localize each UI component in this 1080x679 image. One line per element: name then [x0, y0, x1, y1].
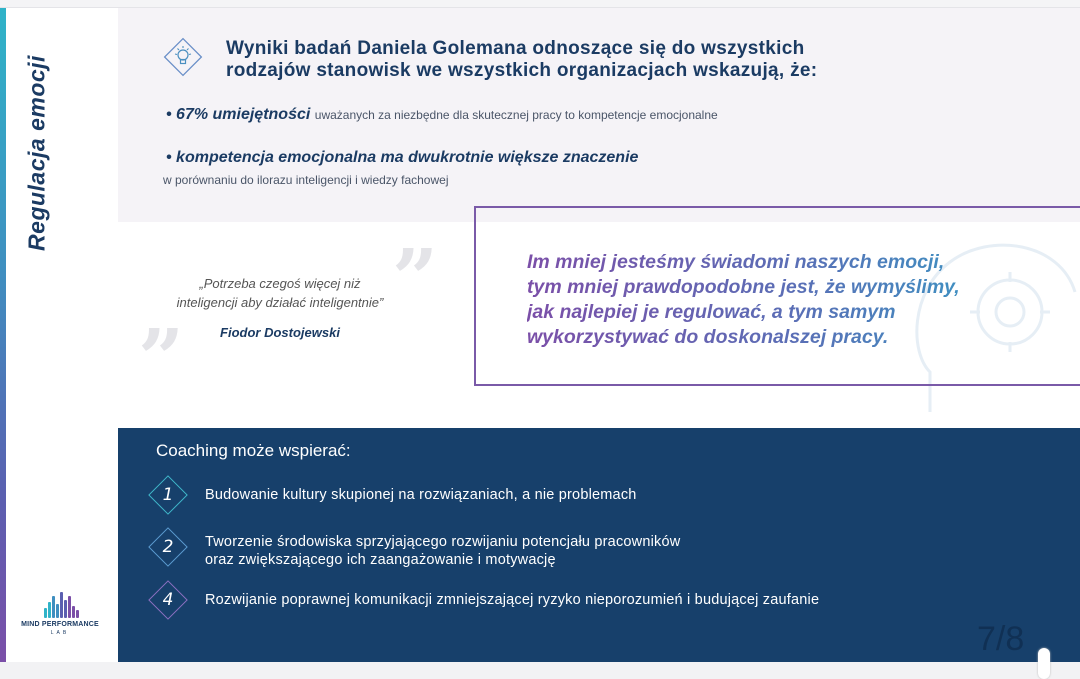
findings-heading-line1: Wyniki badań Daniela Golemana odnoszące się do wszystkich	[226, 38, 805, 59]
quote-open-mark-icon: ”	[392, 231, 439, 325]
coaching-item-number: 4	[162, 590, 174, 610]
callout-line4: wykorzystywać do doskonalszej pracy.	[527, 326, 889, 348]
quote-line2: inteligencji aby działać inteligentnie”	[176, 295, 384, 310]
dostojewski-quote	[130, 274, 430, 312]
coaching-item-number: 2	[162, 537, 174, 557]
soundwave-logo-icon	[44, 592, 78, 618]
coaching-item-line1: Rozwijanie poprawnej komunikacji zmniejszającej ryzyko nieporozumień i budującej zaufanie	[205, 592, 820, 608]
coaching-title: Coaching może wspierać:	[156, 441, 351, 460]
sidebar-accent-stripe	[0, 8, 6, 662]
callout-text	[527, 250, 1067, 350]
finding-1-strong: 67% umiejętności	[176, 106, 311, 123]
coaching-item-2	[150, 529, 1050, 569]
coaching-item-text	[205, 486, 637, 504]
quote-line1: „Potrzeba czegoś więcej niż	[199, 276, 361, 291]
bottom-bar	[0, 662, 1080, 679]
brand-logo	[14, 588, 106, 638]
coaching-item-line1: Budowanie kultury skupionej na rozwiązaniach, a nie problemach	[205, 487, 637, 503]
coaching-item-3	[150, 582, 1050, 622]
coaching-item-text	[205, 591, 819, 609]
quote-author: Fiodor Dostojewski	[220, 325, 340, 340]
scroll-handle[interactable]	[1038, 648, 1050, 679]
callout-line2: tym mniej prawdopodobne jest, że wymyślimy,	[527, 276, 960, 298]
coaching-item-1	[150, 477, 1050, 517]
finding-bullet-1: • 67% umiejętności uważanych za niezbędne dla skutecznej pracy to kompetencje emocjonalne	[166, 106, 718, 123]
logo-name: MIND PERFORMANCE	[21, 621, 99, 628]
callout-line1: Im mniej jesteśmy świadomi naszych emocji,	[527, 251, 945, 273]
coaching-item-text	[205, 533, 680, 569]
sidebar-title-area	[12, 8, 62, 268]
findings-heading-line2: rodzajów stanowisk we wszystkich organizacjach wskazują, że:	[226, 60, 818, 81]
finding-2-strong: kompetencja emocjonalna ma dwukrotnie większe znaczenie	[176, 149, 639, 166]
lightbulb-icon	[162, 36, 204, 78]
finding-1-text: uważanych za niezbędne dla skutecznej pracy to kompetencje emocjonalne	[314, 108, 718, 122]
sidebar-title: Regulacja emocji	[23, 55, 50, 251]
coaching-item-number: 1	[162, 485, 174, 505]
top-border	[0, 0, 1080, 8]
logo-subtitle: LAB	[50, 630, 70, 636]
findings-heading	[226, 38, 986, 82]
coaching-item-line1: Tworzenie środowiska sprzyjającego rozwijaniu potencjału pracowników	[205, 534, 681, 550]
callout-line3: jak najlepiej je regulować, a tym samym	[527, 301, 896, 323]
coaching-item-line2: oraz zwiększającego ich zaangażowanie i motywację	[205, 552, 556, 568]
page-indicator: 7/8	[977, 620, 1025, 658]
finding-bullet-2: • kompetencja emocjonalna ma dwukrotnie większe znaczenie	[166, 149, 639, 166]
finding-2-text: w porównaniu do ilorazu inteligencji i wiedzy fachowej	[163, 173, 449, 187]
quote-close-mark-icon: ”	[138, 311, 185, 405]
